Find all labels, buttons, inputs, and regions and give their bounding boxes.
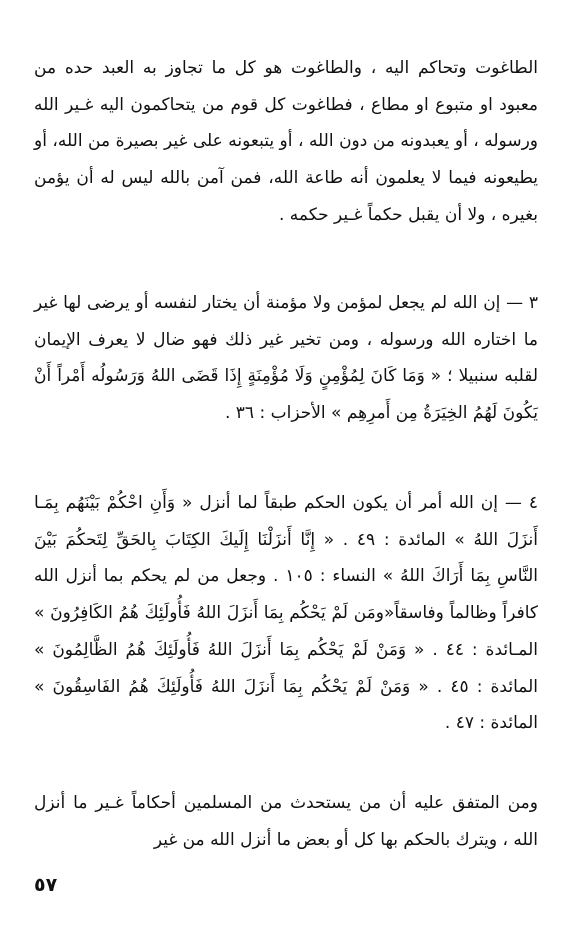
paragraph-text: ٣ — إن الله لم يجعل لمؤمن ولا مؤمنة أن يختار لنفسه أو يرضى لها غير ما اختاره الله ورسوله ، ومن تخير غير ذلك فهو ضال لا يعرف الإيمان لقلبه سنبيلا ؛ « وَمَا كَانَ لِمُؤْمِنٍ وَلَا مُؤْمِنَةٍ إِذَا قَضَى اللهُ وَرَسُولُه أَمْراً أَنْ يَكُونَ لَهُمُ الخِيَرَةُ مِن أَمرِهِم » الأحزاب : ٣٦ . [34,293,538,424]
paragraph-point-4 [34,485,538,742]
paragraph-text: الطاغوت وتحاكم اليه ، والطاغوت هو كل ما تجاوز به العبد حده من معبود او متبوع او مطاع ، فطاغوت كل قوم من يتحاكمون اليه غـير الله ورسوله ، أو يعبدونه من دون الله ، أو يتبعونه على غير بصيرة من الله، أو يطيعونه فيما لا يعلمون أنه طاعة الله، فمن آمن بالله ليس له أن يؤمن بغيره ، ولا أن يقبل حكماً غـير حكمه . [34,58,538,225]
paragraph-consensus [34,785,538,858]
paragraph-point-3 [34,285,538,432]
paragraph-text: ومن المتفق عليه أن من يستحدث من المسلمين أحكاماً غـير ما أنزل الله ، ويترك بالحكم بها كل أو بعض ما أنزل الله من غير [34,793,538,850]
paragraph-text: ٤ — إن الله أمر أن يكون الحكم طبقاً لما أنزل « وَأَنِ احْكُمْ بَيْنَهُم بِمَـا أَنزَلَ اللهُ » المائدة : ٤٩ . « إِنَّا أَنزَلْنَا إِلَيكَ الكِتَابَ بِالحَقِّ لِتَحكُمَ بَيْنَ النَّاسِ بِمَا أَرَاكَ اللهُ » النساء : ١٠٥ . وجعل من لم يحكم بما أنزل الله كافراً وظالماً وفاسقاً«ومَن لَمْ يَحْكُم بِمَا أَنزَلَ اللهُ فَأُولَئِكَ هُمُ الكَافِرُونَ » المـائدة : ٤٤ . « وَمَنْ لَمْ يَحْكُم بِمَا أَنزَلَ اللهُ فَأُولَئِكَ هُمُ الظَّالِمُونَ » المائدة : ٤٥ . « وَمَنْ لَمْ يَحْكُم بِمَا أَنزَلَ اللهُ فَأُولَئِكَ هُمُ الفَاسِقُونَ » المائدة : ٤٧ . [34,493,538,734]
page-number: ٥٧ [34,874,58,896]
paragraph-taghut-definition [34,50,538,234]
